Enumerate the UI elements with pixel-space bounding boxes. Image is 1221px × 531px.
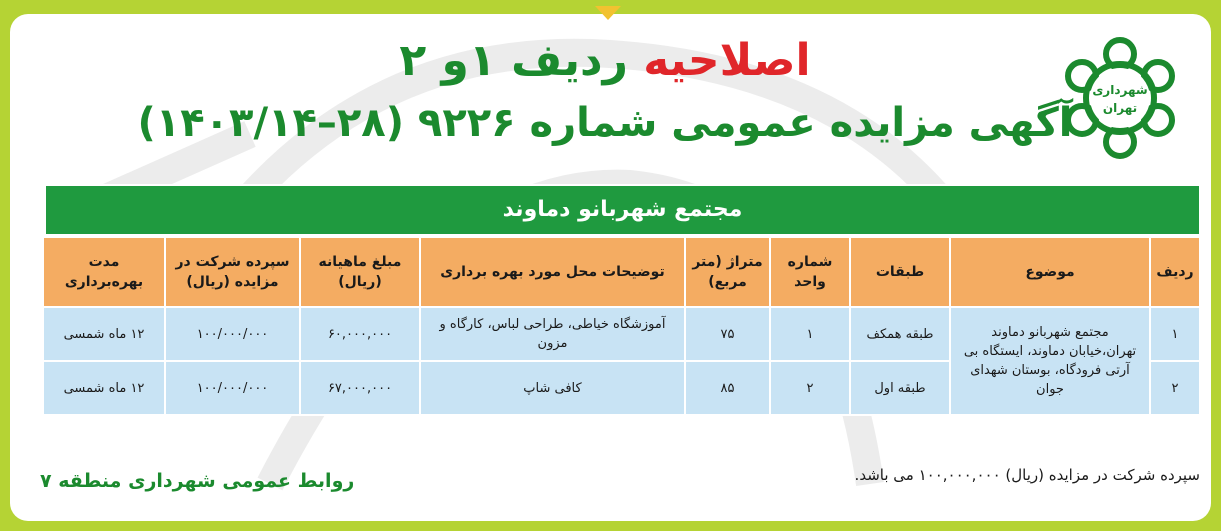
cell-duration: ۱۲ ماه شمسی — [43, 361, 165, 415]
auction-subtitle: آگهی مزایده عمومی شماره ۹۲۲۶ (۲۸–۱۴۰۳/۱۴) — [137, 100, 1073, 146]
col-header-unit-number: شماره واحد — [770, 237, 850, 307]
rows-label: ردیف ۱و ۲ — [399, 35, 628, 86]
auction-table-section — [44, 184, 1201, 416]
cell-row-number: ۲ — [1150, 361, 1200, 415]
col-header-area: متراژ (متر مربع) — [685, 237, 770, 307]
correction-title — [130, 32, 1080, 90]
cell-area: ۷۵ — [685, 307, 770, 361]
table-header-row — [43, 237, 1200, 307]
cell-subject: مجتمع شهربانو دماوند تهران،خیابان دماوند، ایستگاه بی آرتی فرودگاه، بوستان شهدای جوان — [950, 307, 1150, 415]
cell-floor: طبقه همکف — [850, 307, 950, 361]
cell-unit: ۱ — [770, 307, 850, 361]
cell-deposit: ۱۰۰/۰۰۰/۰۰۰ — [165, 361, 300, 415]
cell-description: آموزشگاه خیاطی، طراحی لباس، کارگاه و مزون — [420, 307, 685, 361]
top-notch-marker — [595, 6, 621, 20]
col-header-subject: موضوع — [950, 237, 1150, 307]
cell-deposit: ۱۰۰/۰۰۰/۰۰۰ — [165, 307, 300, 361]
cell-unit: ۲ — [770, 361, 850, 415]
correction-word: اصلاحیه — [643, 35, 811, 86]
table-title: مجتمع شهربانو دماوند — [44, 184, 1201, 236]
cell-floor: طبقه اول — [850, 361, 950, 415]
announcement-sheet — [10, 14, 1211, 521]
publisher-signature: روابط عمومی شهرداری منطقه ۷ — [40, 470, 355, 492]
col-header-duration: مدت بهره‌برداری — [43, 237, 165, 307]
cell-row-number: ۱ — [1150, 307, 1200, 361]
logo-text-2: تهران — [1102, 101, 1138, 115]
col-header-deposit: سپرده شرکت در مزایده (ریال) — [165, 237, 300, 307]
deposit-note: سپرده شرکت در مزایده (ریال) ۱۰۰,۰۰۰,۰۰۰ می باشد. — [854, 466, 1200, 484]
cell-monthly: ۶۰,۰۰۰,۰۰۰ — [300, 307, 420, 361]
auction-table — [42, 236, 1201, 416]
col-header-floor: طبقات — [850, 237, 950, 307]
table-row — [43, 307, 1200, 361]
cell-duration: ۱۲ ماه شمسی — [43, 307, 165, 361]
cell-monthly: ۶۷,۰۰۰,۰۰۰ — [300, 361, 420, 415]
cell-area: ۸۵ — [685, 361, 770, 415]
col-header-row-number: ردیف — [1150, 237, 1200, 307]
title-block — [130, 32, 1080, 150]
logo-text-1: شهرداری — [1092, 83, 1148, 97]
tehran-municipality-logo-icon — [1060, 36, 1180, 166]
cell-description: کافی شاپ — [420, 361, 685, 415]
col-header-monthly-amount: مبلغ ماهیانه (ریال) — [300, 237, 420, 307]
col-header-description: توضیحات محل مورد بهره برداری — [420, 237, 685, 307]
